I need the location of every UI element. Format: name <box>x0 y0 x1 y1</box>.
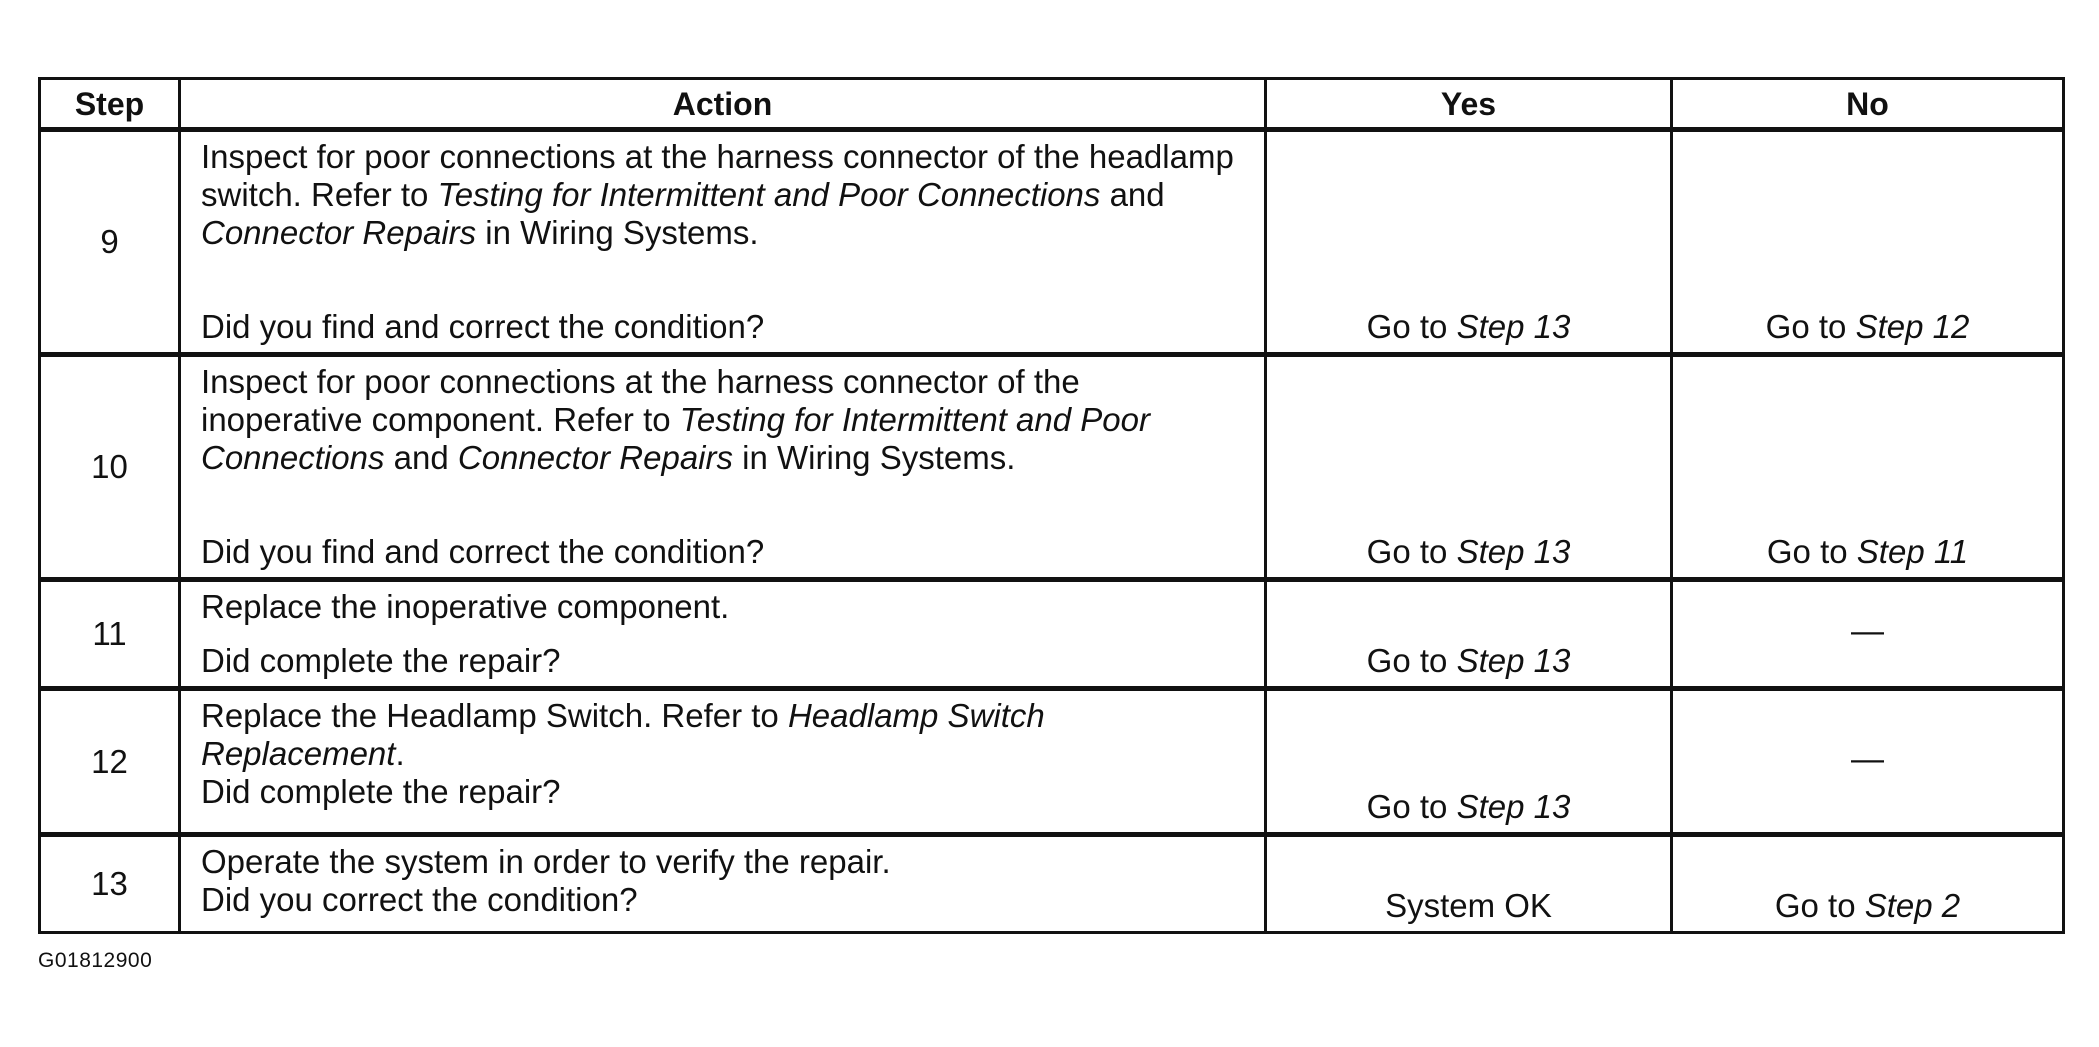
action-text <box>201 582 1244 626</box>
yes-step-link[interactable]: Step 13 <box>1456 308 1571 345</box>
yes-result: System OK <box>1385 887 1552 924</box>
action-text <box>201 357 1244 477</box>
no-cell <box>1672 130 2064 355</box>
header-row <box>40 79 2064 130</box>
yes-prefix: Go to <box>1366 533 1457 570</box>
header-action: Action <box>180 79 1266 130</box>
table-row-step-13 <box>40 835 2064 933</box>
table-row-step-10 <box>40 355 2064 580</box>
yes-step-link[interactable]: Step 13 <box>1456 642 1571 679</box>
action-text-part: in Wiring Systems. <box>733 439 1016 476</box>
yes-cell <box>1266 130 1672 355</box>
action-text <box>201 132 1244 252</box>
action-text-part: and <box>384 439 458 476</box>
step-number: 9 <box>40 130 180 355</box>
table-row-step-9 <box>40 130 2064 355</box>
yes-cell <box>1266 355 1672 580</box>
reference-link[interactable]: Headlamp Switch Replacement <box>201 697 1045 772</box>
action-question: Did complete the repair? <box>201 642 561 679</box>
no-prefix: Go to <box>1766 533 1857 570</box>
action-question: Did you find and correct the condition? <box>201 308 765 345</box>
step-number: 13 <box>40 835 180 933</box>
yes-cell <box>1266 689 1672 835</box>
no-cell <box>1672 835 2064 933</box>
action-text <box>201 837 1244 881</box>
action-text-part: and <box>1100 176 1165 213</box>
reference-link[interactable]: Testing for Intermittent and Poor Connections <box>201 401 1150 476</box>
action-cell <box>180 835 1266 933</box>
no-dash: — <box>1851 612 1884 649</box>
no-dash: — <box>1851 739 1884 777</box>
yes-cell <box>1266 580 1672 689</box>
action-question: Did complete the repair? <box>201 773 561 810</box>
action-cell <box>180 130 1266 355</box>
yes-cell <box>1266 835 1672 933</box>
action-cell <box>180 689 1266 835</box>
yes-step-link[interactable]: Step 13 <box>1456 788 1571 825</box>
no-prefix: Go to <box>1765 308 1856 345</box>
table-row-step-11 <box>40 580 2064 689</box>
action-text-part: Operate the system in order to verify the repair. <box>201 843 891 880</box>
reference-link[interactable]: Connector Repairs <box>457 439 733 476</box>
no-step-link[interactable]: Step 12 <box>1855 308 1970 345</box>
no-cell <box>1672 355 2064 580</box>
action-cell <box>180 355 1266 580</box>
no-cell <box>1672 689 2064 835</box>
yes-prefix: Go to <box>1366 788 1457 825</box>
figure-id: G01812900 <box>38 949 153 972</box>
step-number: 12 <box>40 689 180 835</box>
action-cell <box>180 580 1266 689</box>
reference-link[interactable]: Testing for Intermittent and Poor Connections <box>437 176 1101 213</box>
action-question: Did you find and correct the condition? <box>201 533 765 570</box>
table-row-step-12 <box>40 689 2064 835</box>
yes-step-link[interactable]: Step 13 <box>1456 533 1571 570</box>
action-text-part: . <box>395 735 405 772</box>
step-number: 10 <box>40 355 180 580</box>
action-text-part: Inspect for poor connections at the harness connector of the inoperative component. Refer to <box>201 363 1080 438</box>
header-yes: Yes <box>1266 79 1672 130</box>
yes-prefix: Go to <box>1366 308 1457 345</box>
action-text-part: Replace the inoperative component. <box>201 588 730 625</box>
step-number: 11 <box>40 580 180 689</box>
action-text <box>201 691 1244 773</box>
header-step: Step <box>40 79 180 130</box>
action-text-part: Inspect for poor connections at the harness connector of the headlamp switch. Refer to <box>201 138 1234 213</box>
no-step-link[interactable]: Step 11 <box>1856 533 1969 570</box>
no-step-link[interactable]: Step 2 <box>1864 887 1961 924</box>
no-prefix: Go to <box>1774 887 1865 924</box>
action-text-part: in Wiring Systems. <box>476 214 759 251</box>
no-cell <box>1672 580 2064 689</box>
action-text-part: Replace the Headlamp Switch. Refer to <box>201 697 788 734</box>
diagnostic-table <box>38 77 2065 934</box>
yes-prefix: Go to <box>1366 642 1457 679</box>
reference-link[interactable]: Connector Repairs <box>201 214 477 251</box>
action-question: Did you correct the condition? <box>201 881 638 918</box>
header-no: No <box>1672 79 2064 130</box>
